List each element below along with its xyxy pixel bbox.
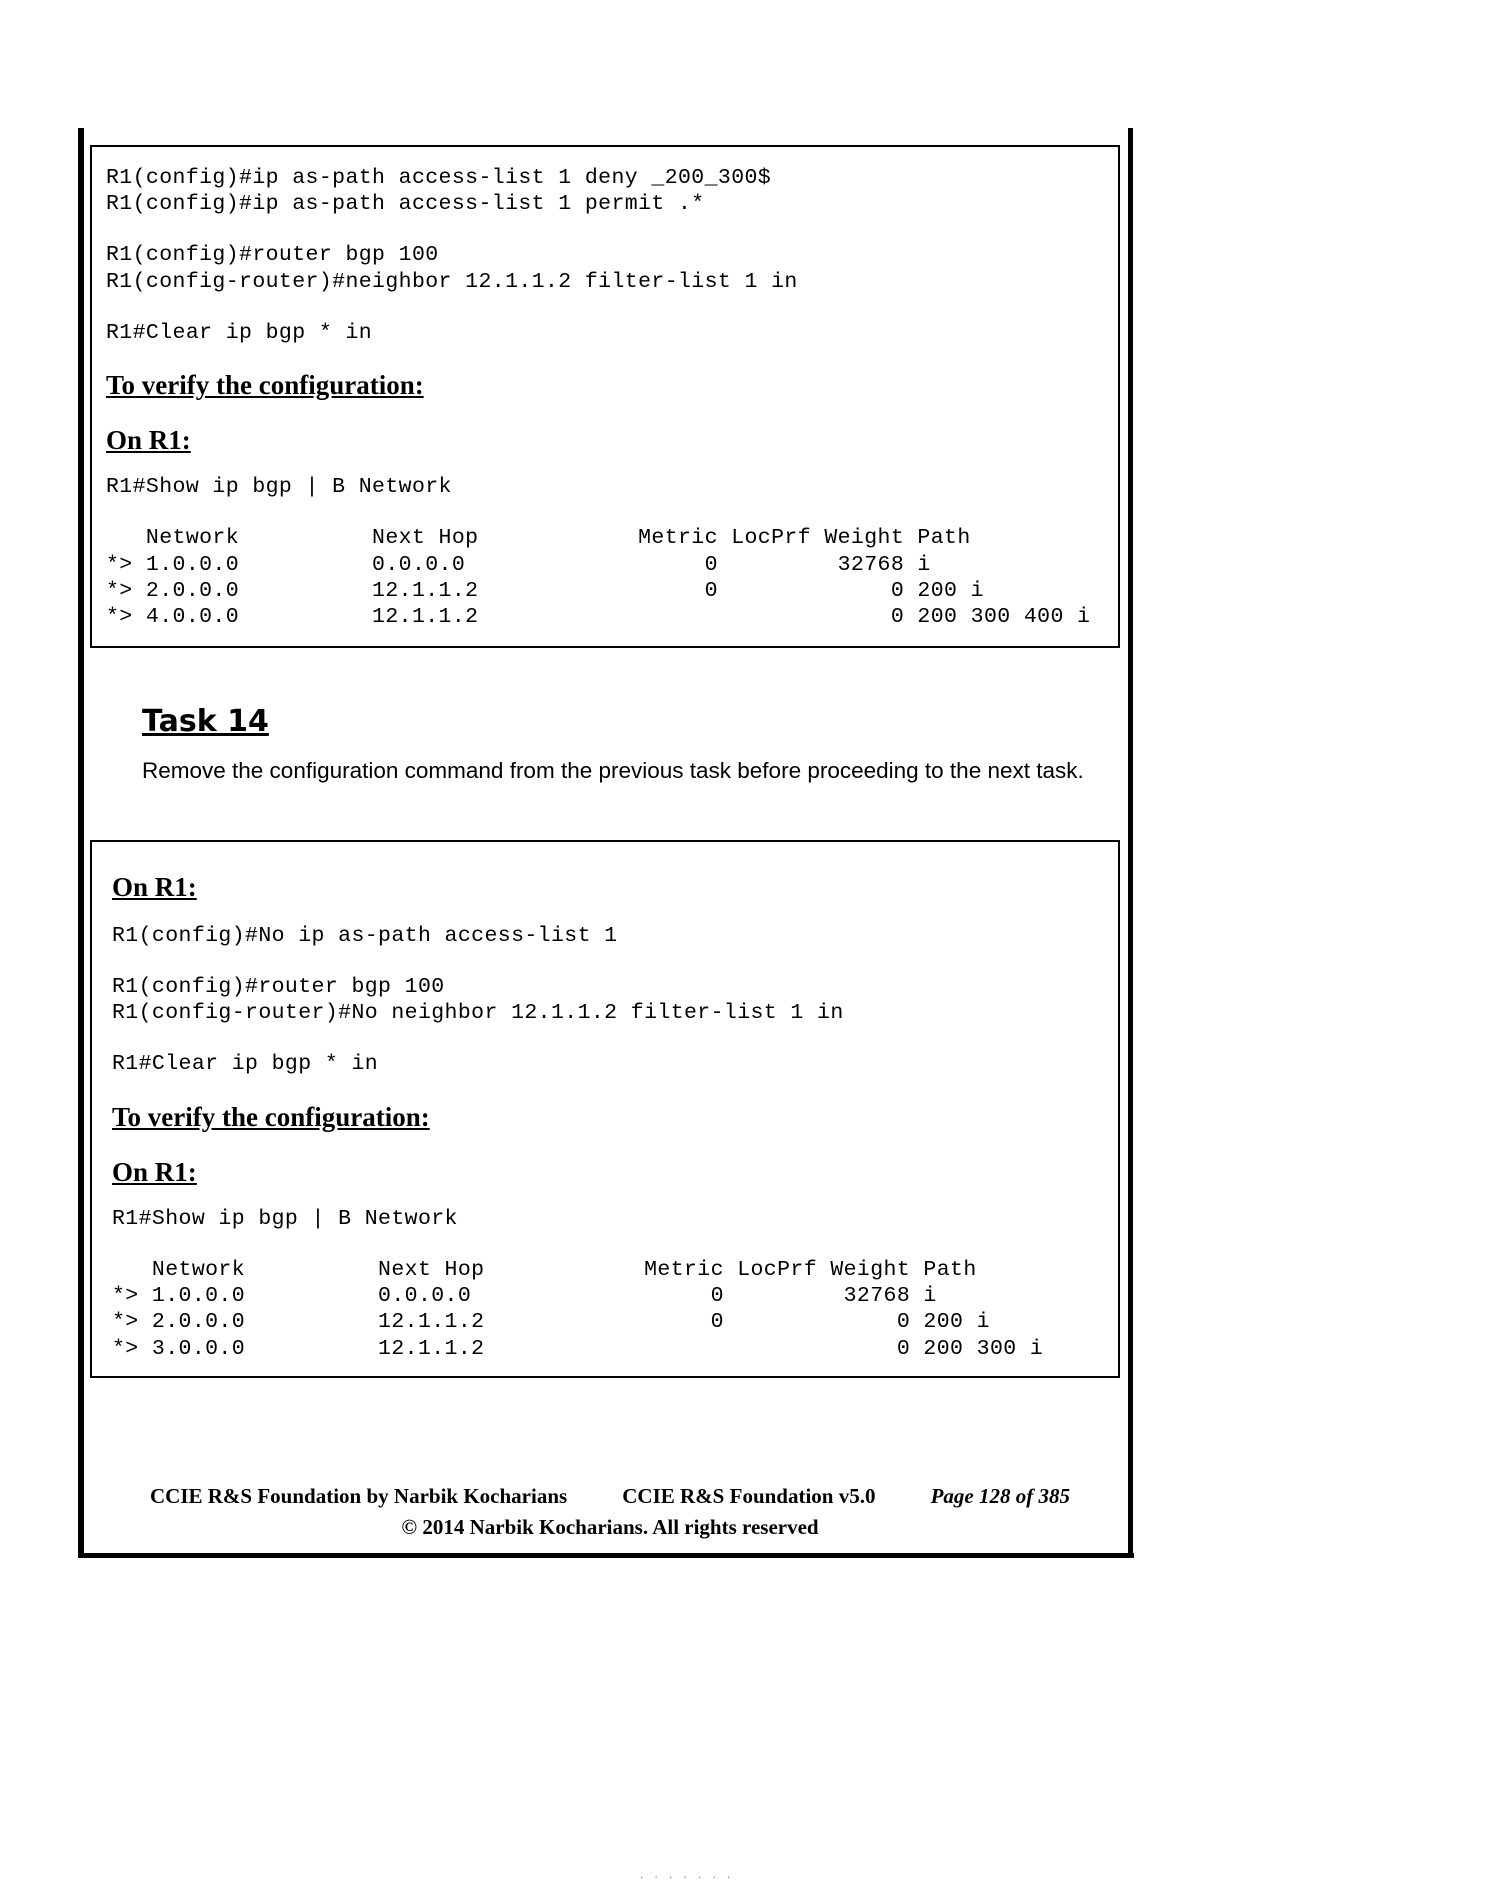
table-header: Network Next Hop Metric LocPrf Weight Path: [106, 526, 971, 551]
page-footer: [90, 1482, 1130, 1543]
footer-copyright: © 2014 Narbik Kocharians. All rights reserved: [401, 1515, 819, 1540]
show-command: R1#Show ip bgp | B Network: [106, 475, 452, 500]
spacer: [106, 500, 1104, 525]
scan-artifact: . . . . . . .: [640, 1866, 735, 1881]
config-line: R1(config)#ip as-path access-list 1 permit .*: [106, 192, 705, 217]
page-content: [90, 145, 1120, 1378]
spacer: [112, 1232, 1104, 1257]
page-border-bottom: [78, 1553, 1134, 1558]
spacer: [112, 949, 1104, 974]
page-border-left: [78, 128, 84, 1558]
config-line: R1(config)#router bgp 100: [112, 975, 445, 1000]
on-r1-heading-2: On R1:: [112, 1156, 197, 1187]
table-row: *> 2.0.0.0 12.1.1.2 0 0 200 i: [112, 1310, 990, 1335]
config-line: R1(config-router)#No neighbor 12.1.1.2 filter-list 1 in: [112, 1001, 844, 1026]
config-line: R1(config-router)#neighbor 12.1.1.2 filter-list 1 in: [106, 269, 798, 294]
config-line: R1(config)#ip as-path access-list 1 deny _200_300$: [106, 166, 772, 190]
config-block-2: [90, 840, 1120, 1378]
page-border-right: [1128, 128, 1133, 1558]
show-command: R1#Show ip bgp | B Network: [112, 1206, 458, 1231]
table-row: *> 3.0.0.0 12.1.1.2 0 200 300 i: [112, 1336, 1044, 1361]
config-line: R1#Clear ip bgp * in: [106, 320, 373, 345]
table-row: *> 1.0.0.0 0.0.0.0 0 32768 i: [112, 1284, 937, 1309]
config-line: R1(config)#No ip as-path access-list 1: [112, 923, 618, 948]
spacer: [106, 295, 1104, 320]
task-section: [90, 704, 1120, 788]
task-title: Task 14: [142, 704, 269, 740]
config-block-1: [90, 145, 1120, 648]
table-row: *> 2.0.0.0 12.1.1.2 0 0 200 i: [106, 578, 984, 603]
table-header: Network Next Hop Metric LocPrf Weight Path: [112, 1257, 977, 1282]
table-row: *> 1.0.0.0 0.0.0.0 0 32768 i: [106, 552, 931, 577]
spacer: [106, 217, 1104, 242]
verify-heading: To verify the configuration:: [112, 1101, 430, 1132]
footer-page-number: Page 128 of 385: [930, 1484, 1070, 1508]
on-r1-heading: On R1:: [106, 425, 191, 456]
spacer: [112, 1026, 1104, 1051]
table-row: *> 4.0.0.0 12.1.1.2 0 200 300 400 i: [106, 604, 1091, 629]
footer-left: CCIE R&S Foundation by Narbik Kocharians: [150, 1484, 568, 1508]
verify-heading: To verify the configuration:: [106, 370, 424, 401]
footer-center: CCIE R&S Foundation v5.0: [622, 1484, 876, 1508]
on-r1-heading: On R1:: [112, 871, 197, 902]
config-line: R1#Clear ip bgp * in: [112, 1052, 379, 1077]
task-body: Remove the configuration command from the previous task before proceeding to the next task.: [142, 758, 1084, 784]
config-line: R1(config)#router bgp 100: [106, 243, 439, 268]
